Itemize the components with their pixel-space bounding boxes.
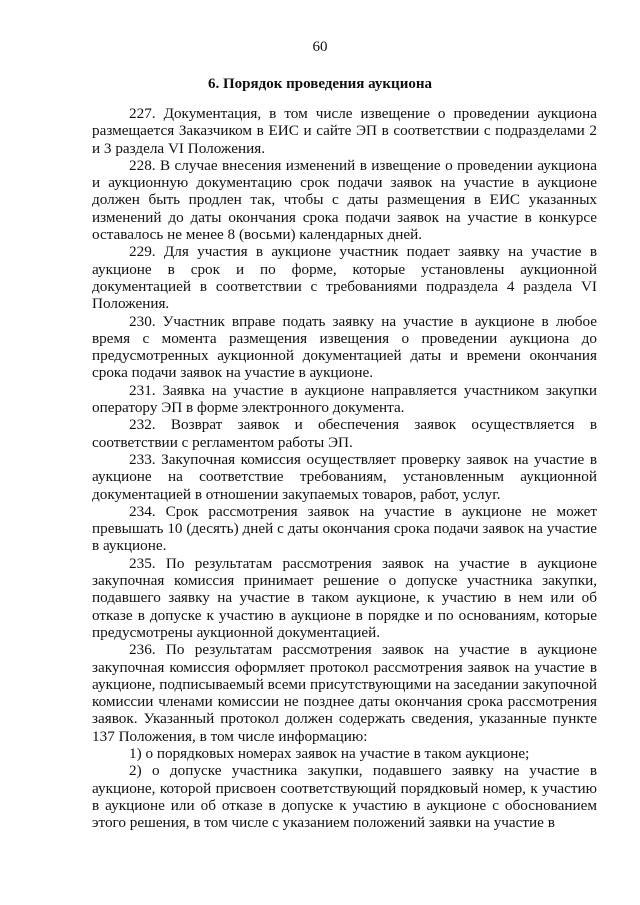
paragraph-230: 230. Участник вправе подать заявку на участие в аукционе в любое время с момента размещения извещения о проведении аукциона до предусмотренных аукционной документацией даты и времени окончания срока подачи заявок на участие в аукционе. — [92, 312, 597, 382]
section-title: 6. Порядок проведения аукциона — [208, 76, 432, 92]
paragraph-236: 236. По результатам рассмотрения заявок на участие в аукционе закупочная комиссия оформляет протокол рассмотрения заявок на участие в аукционе, подписываемый всеми присутствующими на заседании закупочной комиссии членами комиссии не позднее даты окончания срока рассмотрения заявок. Указанный протокол должен содержать сведения, указанные пункте 137 Положения, в том числе информацию: — [92, 641, 597, 745]
paragraph-234: 234. Срок рассмотрения заявок на участие в аукционе не может превышать 10 (десять) дней с даты окончания срока подачи заявок на участие в аукционе. — [92, 502, 597, 555]
paragraph-231: 231. Заявка на участие в аукционе направляется участником закупки оператору ЭП в форме электронного документа. — [92, 381, 597, 417]
paragraph-227: 227. Документация, в том числе извещение о проведении аукциона размещается Заказчиком в ЕИС и сайте ЭП в соответствии с подразделами 2 и 3 раздела VI Положения. — [92, 105, 597, 157]
body-text — [92, 105, 597, 831]
list-item-2: 2) о допуске участника закупки, подавшего заявку на участие в аукционе, которой присвоен соответствующий порядковый номер, к участию в аукционе или об отказе в допуске к участию в аукционе с обоснованием этого решения, в том числе с указанием положений заявки на участие в — [92, 762, 597, 832]
paragraph-232: 232. Возврат заявок и обеспечения заявок осуществляется в соответствии с регламентом работы ЭП. — [92, 416, 597, 451]
list-item-1: 1) о порядковых номерах заявок на участие в таком аукционе; — [129, 744, 530, 762]
paragraph-235: 235. По результатам рассмотрения заявок на участие в аукционе закупочная комиссия принимает решение о допуске участника закупки, подавшего заявку на участие в таком аукционе, к участию в нем или об отказе в допуске к участию в аукционе в порядке и по основаниям, которые предусмотрены аукционной документацией. — [92, 554, 597, 641]
paragraph-228: 228. В случае внесения изменений в извещение о проведении аукциона и аукционную документацию срок подачи заявок на участие в аукционе должен быть продлен так, чтобы с даты размещения в ЕИС указанных изменений до даты окончания срока подачи заявок на участие в конкурсе оставалось не менее 8 (восьми) календарных дней. — [92, 156, 597, 244]
paragraph-229: 229. Для участия в аукционе участник подает заявку на участие в аукционе в срок и по форме, которые установлены аукционной документацией в соответствии с требованиями подраздела 4 раздела VI Положения. — [92, 243, 597, 313]
paragraph-233: 233. Закупочная комиссия осуществляет проверку заявок на участие в аукционе на соответствие требованиям, установленным аукционной документацией в отношении закупаемых товаров, работ, услуг. — [92, 450, 597, 503]
page-number: 60 — [312, 39, 328, 55]
